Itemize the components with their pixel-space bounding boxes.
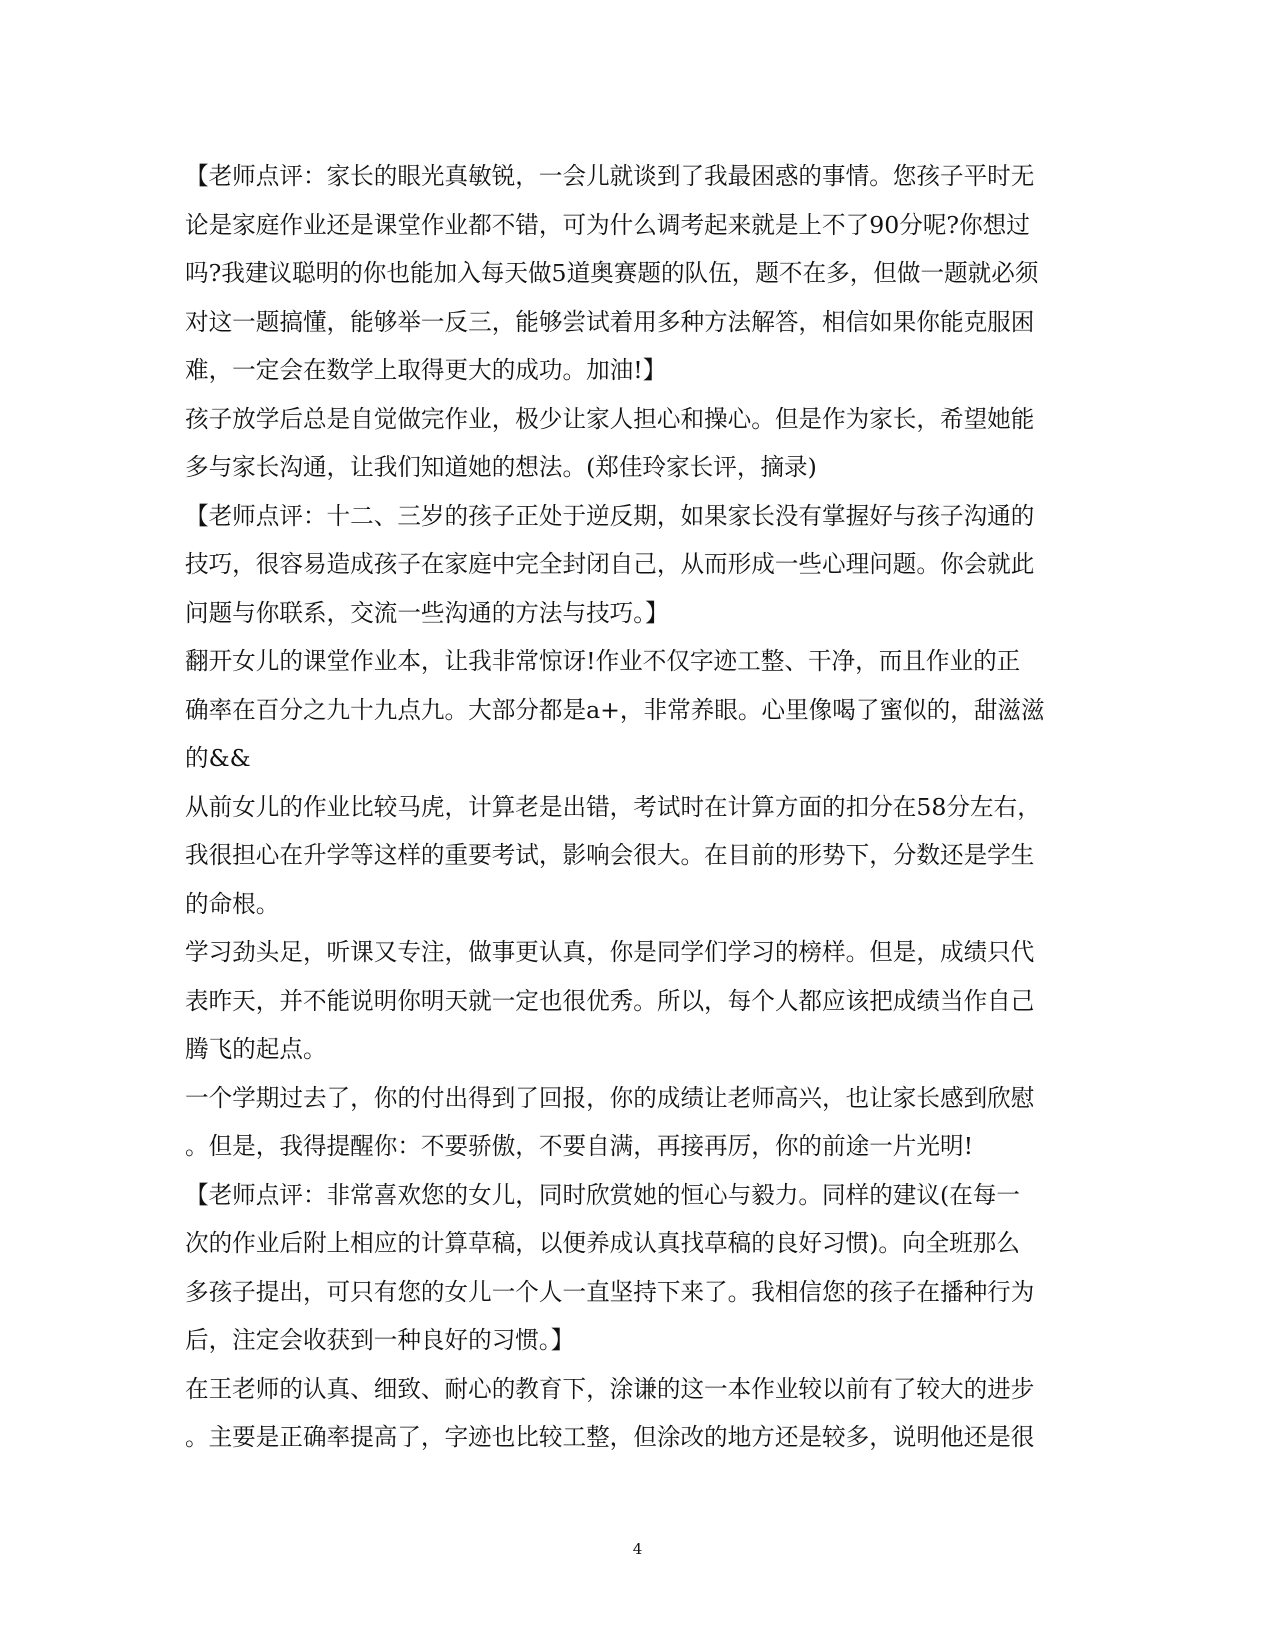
paragraph [185, 1074, 1090, 1171]
text-line: 学习劲头足，听课又专注，做事更认真，你是同学们学习的榜样。但是，成绩只代 [185, 938, 1035, 966]
text-line: 【老师点评：非常喜欢您的女儿，同时欣赏她的恒心与毅力。同样的建议(在每一 [185, 1180, 1020, 1209]
text-line: 吗?我建议聪明的你也能加入每天做5道奥赛题的队伍，题不在多，但做一题就必须 [185, 259, 1039, 287]
text-line: 难，一定会在数学上取得更大的成功。加油!】 [185, 356, 667, 384]
paragraph [185, 928, 1090, 1074]
text-line: 问题与你联系，交流一些沟通的方法与技巧。】 [185, 598, 669, 627]
text-line: 多与家长沟通，让我们知道她的想法。(郑佳玲家长评，摘录) [185, 453, 817, 481]
text-line: 【老师点评：十二、三岁的孩子正处于逆反期，如果家长没有掌握好与孩子沟通的 [185, 501, 1035, 530]
text-line: 。但是，我得提醒你：不要骄傲，不要自满，再接再厉，你的前途一片光明! [185, 1132, 974, 1160]
text-line: 技巧，很容易造成孩子在家庭中完全封闭自己，从而形成一些心理问题。你会就此 [185, 550, 1035, 578]
text-line: 论是家庭作业还是课堂作业都不错，可为什么调考起来就是上不了90分呢?你想过 [185, 210, 1030, 239]
text-line: 后，注定会收获到一种良好的习惯。】 [185, 1326, 575, 1354]
text-line: 对这一题搞懂，能够举一反三，能够尝试着用多种方法解答，相信如果你能克服困 [185, 307, 1035, 336]
text-line: 确率在百分之九十九点九。大部分都是a+，非常养眼。心里像喝了蜜似的，甜滋滋 [185, 695, 1045, 724]
text-line: 腾飞的起点。 [185, 1035, 327, 1063]
text-line: 翻开女儿的课堂作业本，让我非常惊讶!作业不仅字迹工整、干净，而且作业的正 [185, 647, 1021, 675]
text-line: 多孩子提出，可只有您的女儿一个人一直坚持下来了。我相信您的孩子在播种行为 [185, 1277, 1035, 1306]
text-line: 在王老师的认真、细致、耐心的教育下，涂谦的这一本作业较以前有了较大的进步 [185, 1374, 1035, 1403]
text-line: 。主要是正确率提高了，字迹也比较工整，但涂改的地方还是较多，说明他还是很 [185, 1423, 1035, 1451]
text-line: 【老师点评：家长的眼光真敏锐，一会儿就谈到了我最困惑的事情。您孩子平时无 [185, 162, 1035, 190]
text-line: 我很担心在升学等这样的重要考试，影响会很大。在目前的形势下，分数还是学生 [185, 841, 1035, 869]
page-number: 4 [632, 1540, 643, 1558]
text-line: 次的作业后附上相应的计算草稿，以便养成认真找草稿的良好习惯)。向全班那么 [185, 1229, 1020, 1257]
paragraph [185, 492, 1090, 638]
paragraph [185, 637, 1090, 783]
text-line: 表昨天，并不能说明你明天就一定也很优秀。所以，每个人都应该把成绩当作自己 [185, 986, 1035, 1015]
text-line: 的命根。 [185, 889, 280, 918]
paragraph [185, 395, 1090, 492]
text-line: 从前女儿的作业比较马虎，计算老是出错，考试时在计算方面的扣分在58分左右， [185, 792, 1041, 821]
document-body [185, 152, 1090, 1462]
text-line: 孩子放学后总是自觉做完作业，极少让家人担心和操心。但是作为家长，希望她能 [185, 404, 1035, 433]
paragraph [185, 783, 1090, 929]
paragraph [185, 1365, 1090, 1462]
text-line: 一个学期过去了，你的付出得到了回报，你的成绩让老师高兴，也让家长感到欣慰 [185, 1083, 1035, 1112]
text-line: 的&& [185, 744, 251, 772]
paragraph [185, 1171, 1090, 1365]
paragraph [185, 152, 1090, 395]
